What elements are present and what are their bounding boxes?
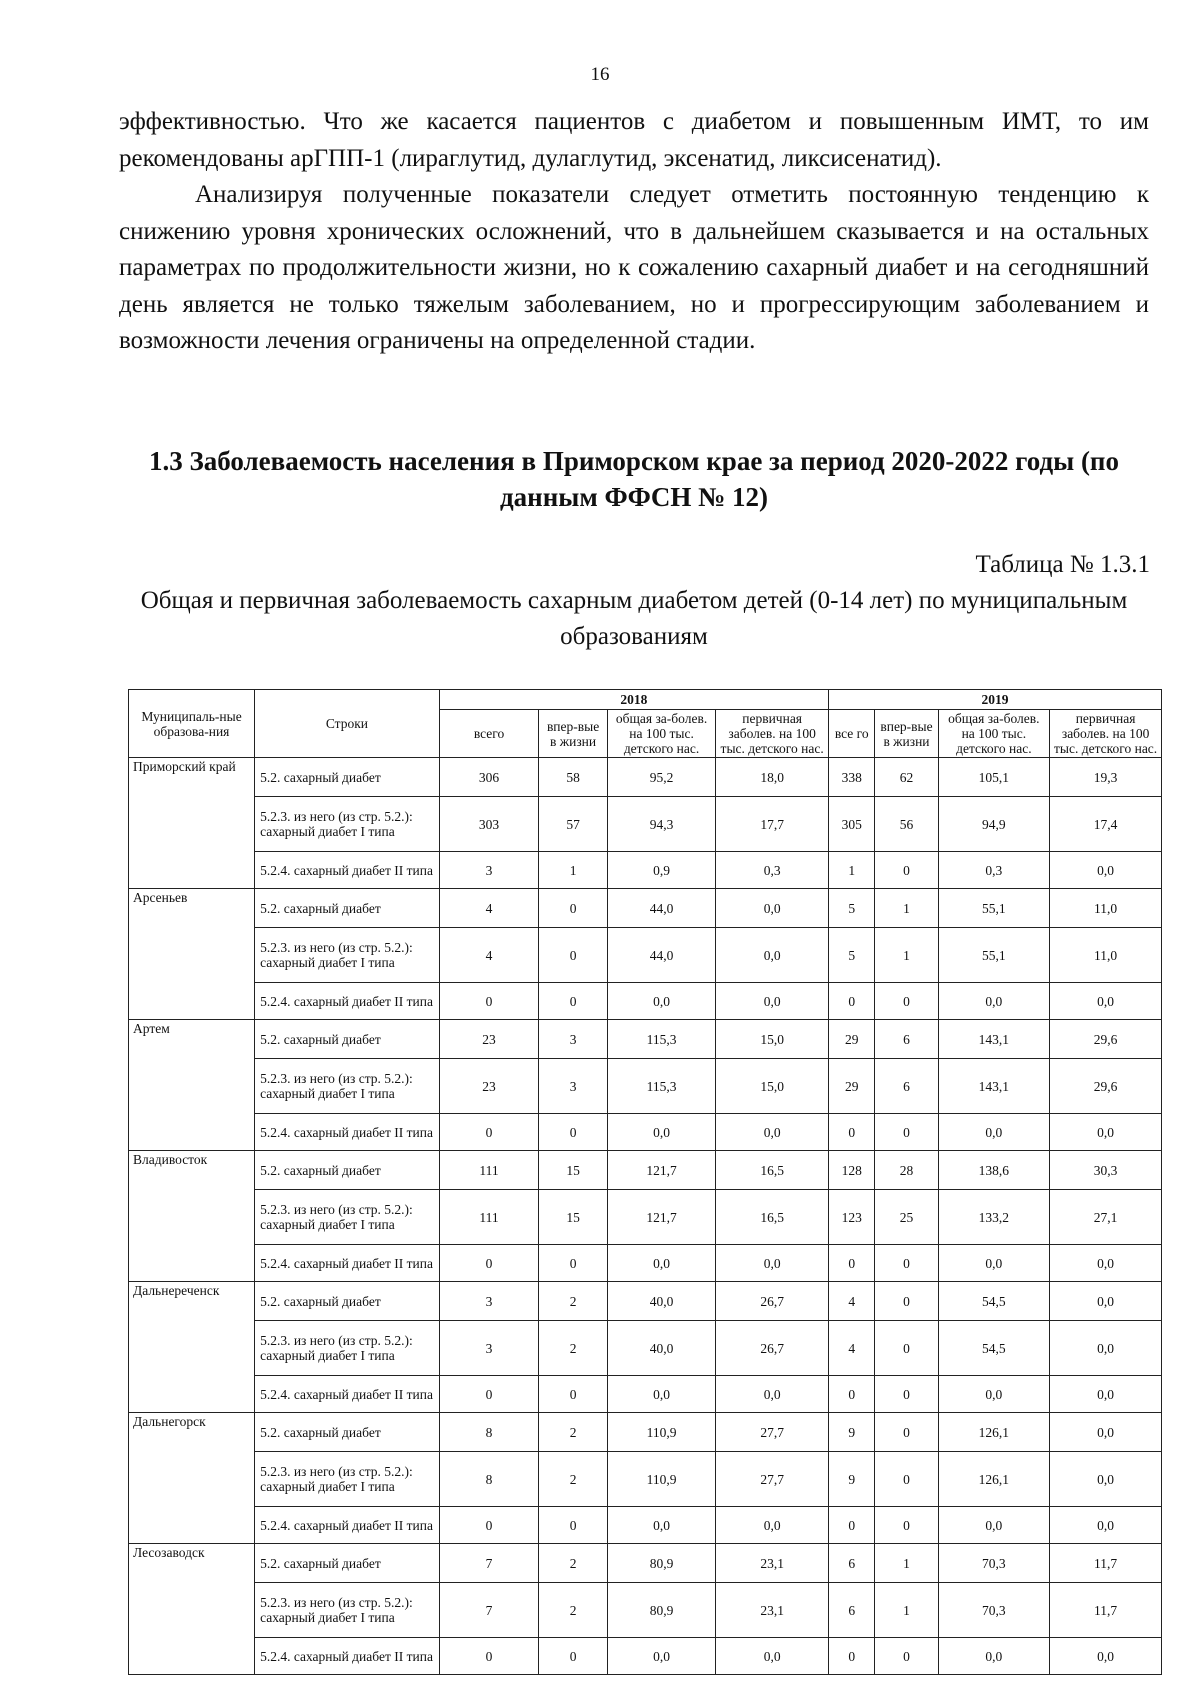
value-cell: 338 bbox=[829, 758, 875, 797]
value-cell: 0 bbox=[539, 1507, 608, 1544]
row-label-diabetes-type2: 5.2.4. сахарный диабет II типа bbox=[255, 983, 440, 1020]
value-cell: 58 bbox=[539, 758, 608, 797]
value-cell: 0,0 bbox=[1050, 852, 1162, 889]
value-cell: 0 bbox=[539, 1638, 608, 1675]
value-cell: 0,0 bbox=[716, 1245, 829, 1282]
value-cell: 0 bbox=[439, 1507, 539, 1544]
value-cell: 15,0 bbox=[716, 1020, 829, 1059]
value-cell: 2 bbox=[539, 1452, 608, 1507]
value-cell: 0,0 bbox=[1050, 1452, 1162, 1507]
row-label-diabetes-type2: 5.2.4. сахарный диабет II типа bbox=[255, 1638, 440, 1675]
value-cell: 80,9 bbox=[607, 1583, 715, 1638]
value-cell: 0 bbox=[829, 983, 875, 1020]
value-cell: 0,0 bbox=[1050, 1114, 1162, 1151]
value-cell: 56 bbox=[875, 797, 938, 852]
value-cell: 29,6 bbox=[1050, 1059, 1162, 1114]
row-label-diabetes-type1: 5.2.3. из него (из стр. 5.2.): сахарный диабет I типа bbox=[255, 1583, 440, 1638]
section-title: 1.3 Заболеваемость населения в Приморском крае за период 2020-2022 годы (по данным ФФСН № 12) bbox=[148, 446, 1119, 512]
header-municipality: Муниципаль-ные образова-ния bbox=[129, 690, 255, 758]
value-cell: 6 bbox=[829, 1583, 875, 1638]
header-year-2018: 2018 bbox=[439, 690, 828, 710]
value-cell: 95,2 bbox=[607, 758, 715, 797]
value-cell: 40,0 bbox=[607, 1282, 715, 1321]
value-cell: 4 bbox=[829, 1321, 875, 1376]
value-cell: 94,3 bbox=[607, 797, 715, 852]
table-row bbox=[129, 1507, 1162, 1544]
value-cell: 3 bbox=[539, 1059, 608, 1114]
table-row bbox=[129, 1638, 1162, 1675]
value-cell: 0 bbox=[539, 889, 608, 928]
header-first-time-2018: впер-вые в жизни bbox=[539, 710, 608, 758]
municipality-name: Лесозаводск bbox=[129, 1544, 255, 1675]
value-cell: 0,0 bbox=[1050, 1245, 1162, 1282]
header-primary-rate-2019: первичная заболев. на 100 тыс. детского нас. bbox=[1050, 710, 1162, 758]
page-number: 16 bbox=[590, 64, 610, 85]
value-cell: 0,0 bbox=[607, 1638, 715, 1675]
value-cell: 0 bbox=[539, 1376, 608, 1413]
value-cell: 11,7 bbox=[1050, 1544, 1162, 1583]
value-cell: 28 bbox=[875, 1151, 938, 1190]
value-cell: 110,9 bbox=[607, 1413, 715, 1452]
table-row bbox=[129, 1020, 1162, 1059]
value-cell: 143,1 bbox=[938, 1059, 1050, 1114]
value-cell: 303 bbox=[439, 797, 539, 852]
header-first-time-2019: впер-вые в жизни bbox=[875, 710, 938, 758]
value-cell: 54,5 bbox=[938, 1282, 1050, 1321]
value-cell: 0,0 bbox=[938, 1507, 1050, 1544]
value-cell: 11,0 bbox=[1050, 889, 1162, 928]
value-cell: 0,0 bbox=[938, 1638, 1050, 1675]
value-cell: 23 bbox=[439, 1059, 539, 1114]
row-label-diabetes-total: 5.2. сахарный диабет bbox=[255, 758, 440, 797]
value-cell: 0 bbox=[539, 928, 608, 983]
row-label-diabetes-type1: 5.2.3. из него (из стр. 5.2.): сахарный диабет I типа bbox=[255, 1059, 440, 1114]
value-cell: 23,1 bbox=[716, 1583, 829, 1638]
table-row bbox=[129, 1059, 1162, 1114]
value-cell: 3 bbox=[439, 852, 539, 889]
value-cell: 2 bbox=[539, 1583, 608, 1638]
value-cell: 15 bbox=[539, 1190, 608, 1245]
table-body bbox=[129, 758, 1162, 1675]
paragraph-1: эффективностью. Что же касается пациентов с диабетом и повышенным ИМТ, то им рекомендованы арГПП-1 (лираглутид, дулаглутид, эксенатид, ликсисенатид). bbox=[119, 108, 1149, 172]
header-total-rate-2018: общая за-болев. на 100 тыс. детского нас. bbox=[607, 710, 715, 758]
value-cell: 121,7 bbox=[607, 1190, 715, 1245]
value-cell: 105,1 bbox=[938, 758, 1050, 797]
value-cell: 0,0 bbox=[607, 1114, 715, 1151]
value-cell: 29,6 bbox=[1050, 1020, 1162, 1059]
value-cell: 126,1 bbox=[938, 1452, 1050, 1507]
value-cell: 0 bbox=[439, 983, 539, 1020]
value-cell: 2 bbox=[539, 1282, 608, 1321]
value-cell: 0 bbox=[439, 1376, 539, 1413]
value-cell: 16,5 bbox=[716, 1190, 829, 1245]
value-cell: 0 bbox=[829, 1638, 875, 1675]
header-year-2019: 2019 bbox=[829, 690, 1162, 710]
value-cell: 0 bbox=[439, 1114, 539, 1151]
table-row bbox=[129, 1114, 1162, 1151]
row-label-diabetes-type1: 5.2.3. из него (из стр. 5.2.): сахарный диабет I типа bbox=[255, 1321, 440, 1376]
value-cell: 0,0 bbox=[1050, 1321, 1162, 1376]
value-cell: 121,7 bbox=[607, 1151, 715, 1190]
value-cell: 16,5 bbox=[716, 1151, 829, 1190]
value-cell: 7 bbox=[439, 1583, 539, 1638]
value-cell: 5 bbox=[829, 889, 875, 928]
value-cell: 62 bbox=[875, 758, 938, 797]
table-row bbox=[129, 928, 1162, 983]
value-cell: 123 bbox=[829, 1190, 875, 1245]
value-cell: 70,3 bbox=[938, 1583, 1050, 1638]
value-cell: 44,0 bbox=[607, 889, 715, 928]
value-cell: 0,0 bbox=[938, 983, 1050, 1020]
value-cell: 0,0 bbox=[938, 1376, 1050, 1413]
value-cell: 11,0 bbox=[1050, 928, 1162, 983]
value-cell: 0,0 bbox=[1050, 1638, 1162, 1675]
value-cell: 0 bbox=[539, 983, 608, 1020]
value-cell: 7 bbox=[439, 1544, 539, 1583]
table-row bbox=[129, 889, 1162, 928]
value-cell: 0,0 bbox=[938, 1245, 1050, 1282]
header-rows: Строки bbox=[255, 690, 440, 758]
value-cell: 0,0 bbox=[1050, 1376, 1162, 1413]
value-cell: 23,1 bbox=[716, 1544, 829, 1583]
morbidity-table bbox=[128, 689, 1162, 1675]
table-row bbox=[129, 1151, 1162, 1190]
value-cell: 0 bbox=[539, 1245, 608, 1282]
value-cell: 4 bbox=[829, 1282, 875, 1321]
value-cell: 0 bbox=[875, 1638, 938, 1675]
value-cell: 1 bbox=[875, 1544, 938, 1583]
row-label-diabetes-total: 5.2. сахарный диабет bbox=[255, 1544, 440, 1583]
table-row bbox=[129, 1544, 1162, 1583]
value-cell: 0 bbox=[829, 1114, 875, 1151]
value-cell: 0,0 bbox=[716, 928, 829, 983]
table-caption: Общая и первичная заболеваемость сахарным диабетом детей (0-14 лет) по муниципальным образованиям bbox=[140, 587, 1128, 650]
header-primary-rate-2018: первичная заболев. на 100 тыс. детского нас. bbox=[716, 710, 829, 758]
value-cell: 0 bbox=[875, 1452, 938, 1507]
value-cell: 6 bbox=[875, 1020, 938, 1059]
value-cell: 1 bbox=[875, 928, 938, 983]
value-cell: 0,0 bbox=[607, 1245, 715, 1282]
value-cell: 17,4 bbox=[1050, 797, 1162, 852]
row-label-diabetes-type2: 5.2.4. сахарный диабет II типа bbox=[255, 1114, 440, 1151]
table-row bbox=[129, 1376, 1162, 1413]
value-cell: 0 bbox=[829, 1376, 875, 1413]
municipality-name: Артем bbox=[129, 1020, 255, 1151]
value-cell: 0 bbox=[875, 1282, 938, 1321]
value-cell: 26,7 bbox=[716, 1321, 829, 1376]
value-cell: 30,3 bbox=[1050, 1151, 1162, 1190]
table-row bbox=[129, 1245, 1162, 1282]
row-label-diabetes-total: 5.2. сахарный диабет bbox=[255, 1282, 440, 1321]
value-cell: 126,1 bbox=[938, 1413, 1050, 1452]
value-cell: 138,6 bbox=[938, 1151, 1050, 1190]
value-cell: 0,3 bbox=[716, 852, 829, 889]
value-cell: 80,9 bbox=[607, 1544, 715, 1583]
value-cell: 0 bbox=[875, 1321, 938, 1376]
header-total-rate-2019: общая за-болев. на 100 тыс. детского нас. bbox=[938, 710, 1050, 758]
value-cell: 4 bbox=[439, 928, 539, 983]
value-cell: 2 bbox=[539, 1544, 608, 1583]
table-row bbox=[129, 1282, 1162, 1321]
value-cell: 70,3 bbox=[938, 1544, 1050, 1583]
value-cell: 55,1 bbox=[938, 928, 1050, 983]
value-cell: 1 bbox=[829, 852, 875, 889]
value-cell: 29 bbox=[829, 1059, 875, 1114]
value-cell: 110,9 bbox=[607, 1452, 715, 1507]
header-total-2018: всего bbox=[439, 710, 539, 758]
row-label-diabetes-type2: 5.2.4. сахарный диабет II типа bbox=[255, 1376, 440, 1413]
value-cell: 1 bbox=[875, 889, 938, 928]
value-cell: 0 bbox=[875, 1245, 938, 1282]
value-cell: 3 bbox=[439, 1282, 539, 1321]
value-cell: 0,0 bbox=[1050, 1282, 1162, 1321]
value-cell: 17,7 bbox=[716, 797, 829, 852]
value-cell: 0,0 bbox=[716, 1376, 829, 1413]
row-label-diabetes-type1: 5.2.3. из него (из стр. 5.2.): сахарный диабет I типа bbox=[255, 1452, 440, 1507]
value-cell: 8 bbox=[439, 1452, 539, 1507]
table-row bbox=[129, 983, 1162, 1020]
value-cell: 0 bbox=[875, 1376, 938, 1413]
row-label-diabetes-type1: 5.2.3. из него (из стр. 5.2.): сахарный диабет I типа bbox=[255, 797, 440, 852]
table-row bbox=[129, 1583, 1162, 1638]
value-cell: 0,0 bbox=[1050, 1413, 1162, 1452]
value-cell: 94,9 bbox=[938, 797, 1050, 852]
value-cell: 0,0 bbox=[716, 889, 829, 928]
municipality-name: Владивосток bbox=[129, 1151, 255, 1282]
value-cell: 2 bbox=[539, 1413, 608, 1452]
value-cell: 3 bbox=[539, 1020, 608, 1059]
value-cell: 0,0 bbox=[938, 1114, 1050, 1151]
value-cell: 0,0 bbox=[716, 1114, 829, 1151]
value-cell: 27,7 bbox=[716, 1413, 829, 1452]
value-cell: 23 bbox=[439, 1020, 539, 1059]
value-cell: 0,0 bbox=[607, 983, 715, 1020]
value-cell: 133,2 bbox=[938, 1190, 1050, 1245]
value-cell: 27,7 bbox=[716, 1452, 829, 1507]
table-row bbox=[129, 852, 1162, 889]
paragraph-2: Анализируя полученные показатели следует отметить постоянную тенденцию к снижению уровня хронических осложнений, что в дальнейшем сказывается и на остальных параметрах по продолжительности жизни, но к сожалению сахарный диабет и на сегодняшний день является не только тяжелым заболеванием, но и прогрессирующим заболеванием и возможности лечения ограничены на определенной стадии. bbox=[119, 181, 1149, 355]
value-cell: 2 bbox=[539, 1321, 608, 1376]
table-row bbox=[129, 797, 1162, 852]
value-cell: 25 bbox=[875, 1190, 938, 1245]
value-cell: 55,1 bbox=[938, 889, 1050, 928]
municipality-name: Арсеньев bbox=[129, 889, 255, 1020]
value-cell: 115,3 bbox=[607, 1020, 715, 1059]
value-cell: 0,0 bbox=[716, 1638, 829, 1675]
municipality-name: Дальнереченск bbox=[129, 1282, 255, 1413]
value-cell: 9 bbox=[829, 1452, 875, 1507]
value-cell: 44,0 bbox=[607, 928, 715, 983]
value-cell: 54,5 bbox=[938, 1321, 1050, 1376]
value-cell: 128 bbox=[829, 1151, 875, 1190]
value-cell: 111 bbox=[439, 1190, 539, 1245]
value-cell: 0 bbox=[875, 1507, 938, 1544]
value-cell: 143,1 bbox=[938, 1020, 1050, 1059]
value-cell: 0,3 bbox=[938, 852, 1050, 889]
value-cell: 0 bbox=[539, 1114, 608, 1151]
header-total-2019: все го bbox=[829, 710, 875, 758]
row-label-diabetes-type1: 5.2.3. из него (из стр. 5.2.): сахарный диабет I типа bbox=[255, 1190, 440, 1245]
value-cell: 0 bbox=[875, 1413, 938, 1452]
value-cell: 0,9 bbox=[607, 852, 715, 889]
value-cell: 1 bbox=[539, 852, 608, 889]
value-cell: 0 bbox=[875, 1114, 938, 1151]
value-cell: 0 bbox=[829, 1507, 875, 1544]
value-cell: 0,0 bbox=[716, 1507, 829, 1544]
value-cell: 11,7 bbox=[1050, 1583, 1162, 1638]
value-cell: 0 bbox=[439, 1638, 539, 1675]
value-cell: 0 bbox=[829, 1245, 875, 1282]
table-row bbox=[129, 1413, 1162, 1452]
table-row bbox=[129, 1452, 1162, 1507]
row-label-diabetes-type2: 5.2.4. сахарный диабет II типа bbox=[255, 1245, 440, 1282]
row-label-diabetes-type1: 5.2.3. из него (из стр. 5.2.): сахарный диабет I типа bbox=[255, 928, 440, 983]
value-cell: 0,0 bbox=[1050, 1507, 1162, 1544]
value-cell: 4 bbox=[439, 889, 539, 928]
value-cell: 0,0 bbox=[607, 1376, 715, 1413]
row-label-diabetes-type2: 5.2.4. сахарный диабет II типа bbox=[255, 1507, 440, 1544]
table-label: Таблица № 1.3.1 bbox=[975, 551, 1150, 578]
value-cell: 0 bbox=[875, 852, 938, 889]
value-cell: 0,0 bbox=[716, 983, 829, 1020]
value-cell: 305 bbox=[829, 797, 875, 852]
value-cell: 115,3 bbox=[607, 1059, 715, 1114]
value-cell: 0,0 bbox=[607, 1507, 715, 1544]
row-label-diabetes-total: 5.2. сахарный диабет bbox=[255, 1020, 440, 1059]
table-row bbox=[129, 1190, 1162, 1245]
value-cell: 0,0 bbox=[1050, 983, 1162, 1020]
row-label-diabetes-total: 5.2. сахарный диабет bbox=[255, 1413, 440, 1452]
value-cell: 306 bbox=[439, 758, 539, 797]
value-cell: 15,0 bbox=[716, 1059, 829, 1114]
value-cell: 15 bbox=[539, 1151, 608, 1190]
value-cell: 18,0 bbox=[716, 758, 829, 797]
table-row bbox=[129, 1321, 1162, 1376]
table-row bbox=[129, 758, 1162, 797]
value-cell: 57 bbox=[539, 797, 608, 852]
value-cell: 9 bbox=[829, 1413, 875, 1452]
value-cell: 111 bbox=[439, 1151, 539, 1190]
value-cell: 5 bbox=[829, 928, 875, 983]
row-label-diabetes-total: 5.2. сахарный диабет bbox=[255, 1151, 440, 1190]
value-cell: 19,3 bbox=[1050, 758, 1162, 797]
value-cell: 8 bbox=[439, 1413, 539, 1452]
value-cell: 3 bbox=[439, 1321, 539, 1376]
value-cell: 0 bbox=[439, 1245, 539, 1282]
row-label-diabetes-type2: 5.2.4. сахарный диабет II типа bbox=[255, 852, 440, 889]
municipality-name: Приморский край bbox=[129, 758, 255, 889]
value-cell: 26,7 bbox=[716, 1282, 829, 1321]
municipality-name: Дальнегорск bbox=[129, 1413, 255, 1544]
value-cell: 6 bbox=[829, 1544, 875, 1583]
value-cell: 29 bbox=[829, 1020, 875, 1059]
value-cell: 6 bbox=[875, 1059, 938, 1114]
value-cell: 0 bbox=[875, 983, 938, 1020]
value-cell: 1 bbox=[875, 1583, 938, 1638]
value-cell: 27,1 bbox=[1050, 1190, 1162, 1245]
row-label-diabetes-total: 5.2. сахарный диабет bbox=[255, 889, 440, 928]
value-cell: 40,0 bbox=[607, 1321, 715, 1376]
